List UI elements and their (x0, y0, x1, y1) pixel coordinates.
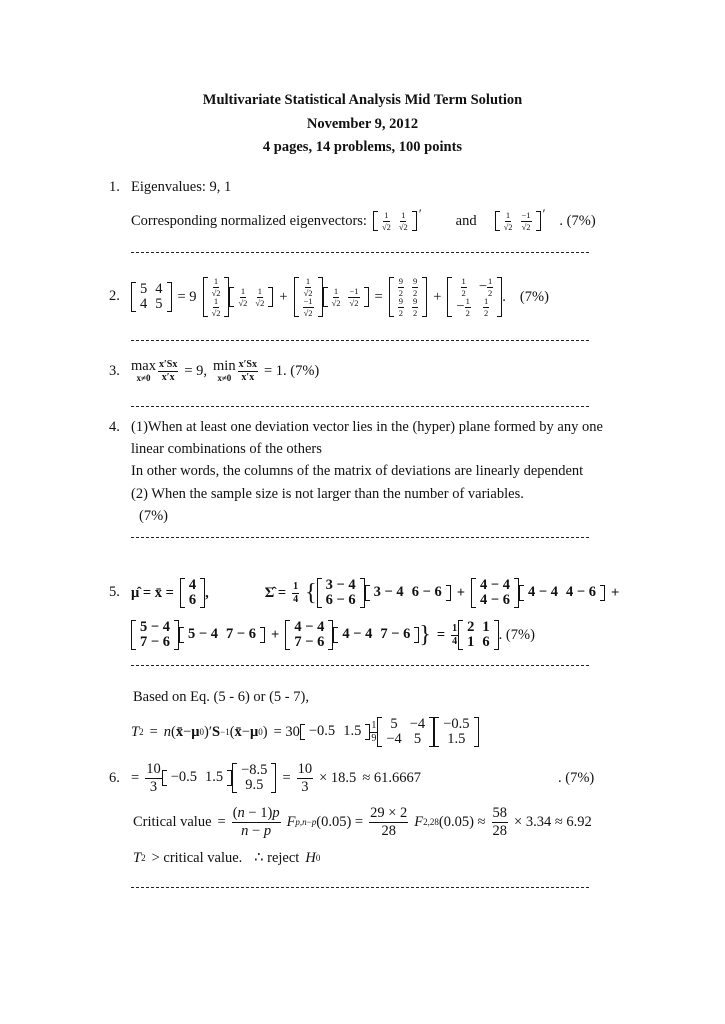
problem-2-points: (7%) (519, 288, 549, 305)
problem-4-line-2: linear combinations of the others (131, 441, 322, 457)
eigenvector-2: $\frac{1}{√2}$ $\frac{-1}{√2}$ (495, 211, 541, 231)
critical-result: × 3.34 ≈ 6.92 (514, 813, 592, 830)
eigenvector-1: $\frac{1}{√2}$ $\frac{1}{√2}$ (373, 211, 417, 231)
problem-5-line-1: μ̂ = x̄ = 4 6 , Σ̂ = $\frac{1}{4}$ { 3 − 4 6 − 6 3 − 4 6 − 6 + 4 − 4 4 − 6 4 − 4 4 − 6 + (131, 576, 620, 608)
problem-4-line-4: (2) When the sample size is not larger than the number of variables. (131, 486, 524, 502)
problem-6-number: 6. (109, 770, 120, 786)
problem-4-number: 4. (109, 419, 120, 435)
eigenvector-label: Corresponding normalized eigenvectors: (131, 212, 367, 229)
paper-title: Multivariate Statistical Analysis Mid Term Solution (202, 92, 523, 108)
eigvec-row-1: $\frac{1}{√2}$ $\frac{1}{√2}$ (229, 287, 273, 307)
problem-2-decomposition: 5 4 4 5 = 9 $\frac{1}{√2}$ $\frac{1}{√2}$ $\frac{1}{√2}$ $\frac{1}{√2}$ + $\frac{1}{√2}$ $\frac{-1}{√2}$ $\frac{1}{√2}$ $\frac{-1}{√2}$ = $\frac{9}{2}$ $\frac{9}{2}$ $\frac{9}{2}$ $\frac{9}{2}$ + $\frac{1}{2}$ − $\frac{1}{2}$ − $\frac{1}{2}$ $\frac{1}{2}$ . (7%) (131, 267, 549, 327)
eigvec-row-2: $\frac{1}{√2}$ $\frac{-1}{√2}$ (323, 287, 369, 307)
problem-3-number: 3. (109, 363, 120, 379)
conclusion-text: > critical value. (151, 849, 243, 866)
problem-6-t2-value: = $\frac{10}{3}$ −0.5 1.5 −8.5 9.5 = $\frac{10}{3}$ × 18.5 ≈ 61.6667 (131, 761, 422, 795)
max-result: = 9, (184, 362, 208, 379)
problem-6-critical: Critical value = $\frac{(n - 1)p}{n - p}$ F p,n−p (0.05) = $\frac{29 \times 2}{28}$ F 2,28 (0.05) ≈ $\frac{58}{28}$ × 3.34 ≈ 6.92 (133, 805, 592, 839)
problem-6-points: . (7%) (558, 770, 595, 786)
matrix-A: 5 4 4 5 (131, 282, 172, 312)
problem-1-eigenvectors: Corresponding normalized eigenvectors: $\frac{1}{√2}$ $\frac{1}{√2}$ ′ and $\frac{1}{√2}$ $\frac{-1}{√2}$ ′ . (7%) (131, 206, 596, 232)
divider (131, 887, 589, 888)
problem-5-line-2: 5 − 4 7 − 6 5 − 4 7 − 6 + 4 − 4 7 − 6 4 − 4 7 − 6 } = $\frac{1}{4}$ 2 1 1 6 . (7%) (131, 618, 535, 652)
paper-date: November 9, 2012 (306, 116, 419, 132)
problem-5-number: 5. (109, 584, 120, 600)
critical-label: Critical value (133, 813, 212, 830)
problem-4-line-1: (1)When at least one deviation vector lies in the (hyper) plane formed by any one (131, 419, 603, 435)
problem-4-points: (7%) (139, 508, 168, 524)
and-text: and (455, 212, 477, 229)
matrix-1-half: $\frac{1}{2}$ − $\frac{1}{2}$ − $\frac{1}{2}$ $\frac{1}{2}$ (447, 277, 502, 317)
problem-4-line-3: In other words, the columns of the matrix of deviations are linearly dependent (131, 463, 584, 479)
min-result: = 1. (7%) (263, 362, 320, 379)
t2-result: ≈ 61.6667 (362, 769, 422, 786)
paper-info: 4 pages, 14 problems, 100 points (262, 139, 463, 155)
problem-1-number: 1. (109, 179, 120, 195)
problem-6-t2-line: T 2 = n ( x̄ − μ 0 )′ S −1 ( x̄ − μ 0 ) = 30 −0.5 1.5 $\frac{1}{9}$ 5 −4 −4 5 −0.5 1.5 (131, 711, 479, 753)
matrix-9-half: $\frac{9}{2}$ $\frac{9}{2}$ $\frac{9}{2}$ $\frac{9}{2}$ (389, 277, 428, 317)
problem-2-number: 2. (109, 288, 120, 304)
problem-6-conclusion: T 2 > critical value. ∴ reject H 0 (133, 849, 321, 866)
divider (131, 537, 589, 538)
divider (131, 340, 589, 341)
problem-1-eigenvalues: Eigenvalues: 9, 1 (131, 179, 232, 195)
problem-5-points: . (7%) (498, 626, 535, 643)
eigvec-col-2: $\frac{1}{√2}$ $\frac{-1}{√2}$ (294, 277, 323, 317)
reject-text: ∴ reject (254, 849, 300, 866)
problem-3-formula: max x≠0 $\frac{x'Sx}{x'x}$ = 9, min x≠0 $\frac{x'Sx}{x'x}$ = 1. (7%) (131, 358, 320, 383)
divider (131, 406, 589, 407)
divider (131, 665, 589, 666)
eigvec-col-1: $\frac{1}{√2}$ $\frac{1}{√2}$ (203, 277, 230, 317)
divider (131, 252, 589, 253)
problem-1-points: . (7%) (559, 212, 596, 229)
problem-6-based: Based on Eq. (5 - 6) or (5 - 7), (133, 689, 309, 705)
